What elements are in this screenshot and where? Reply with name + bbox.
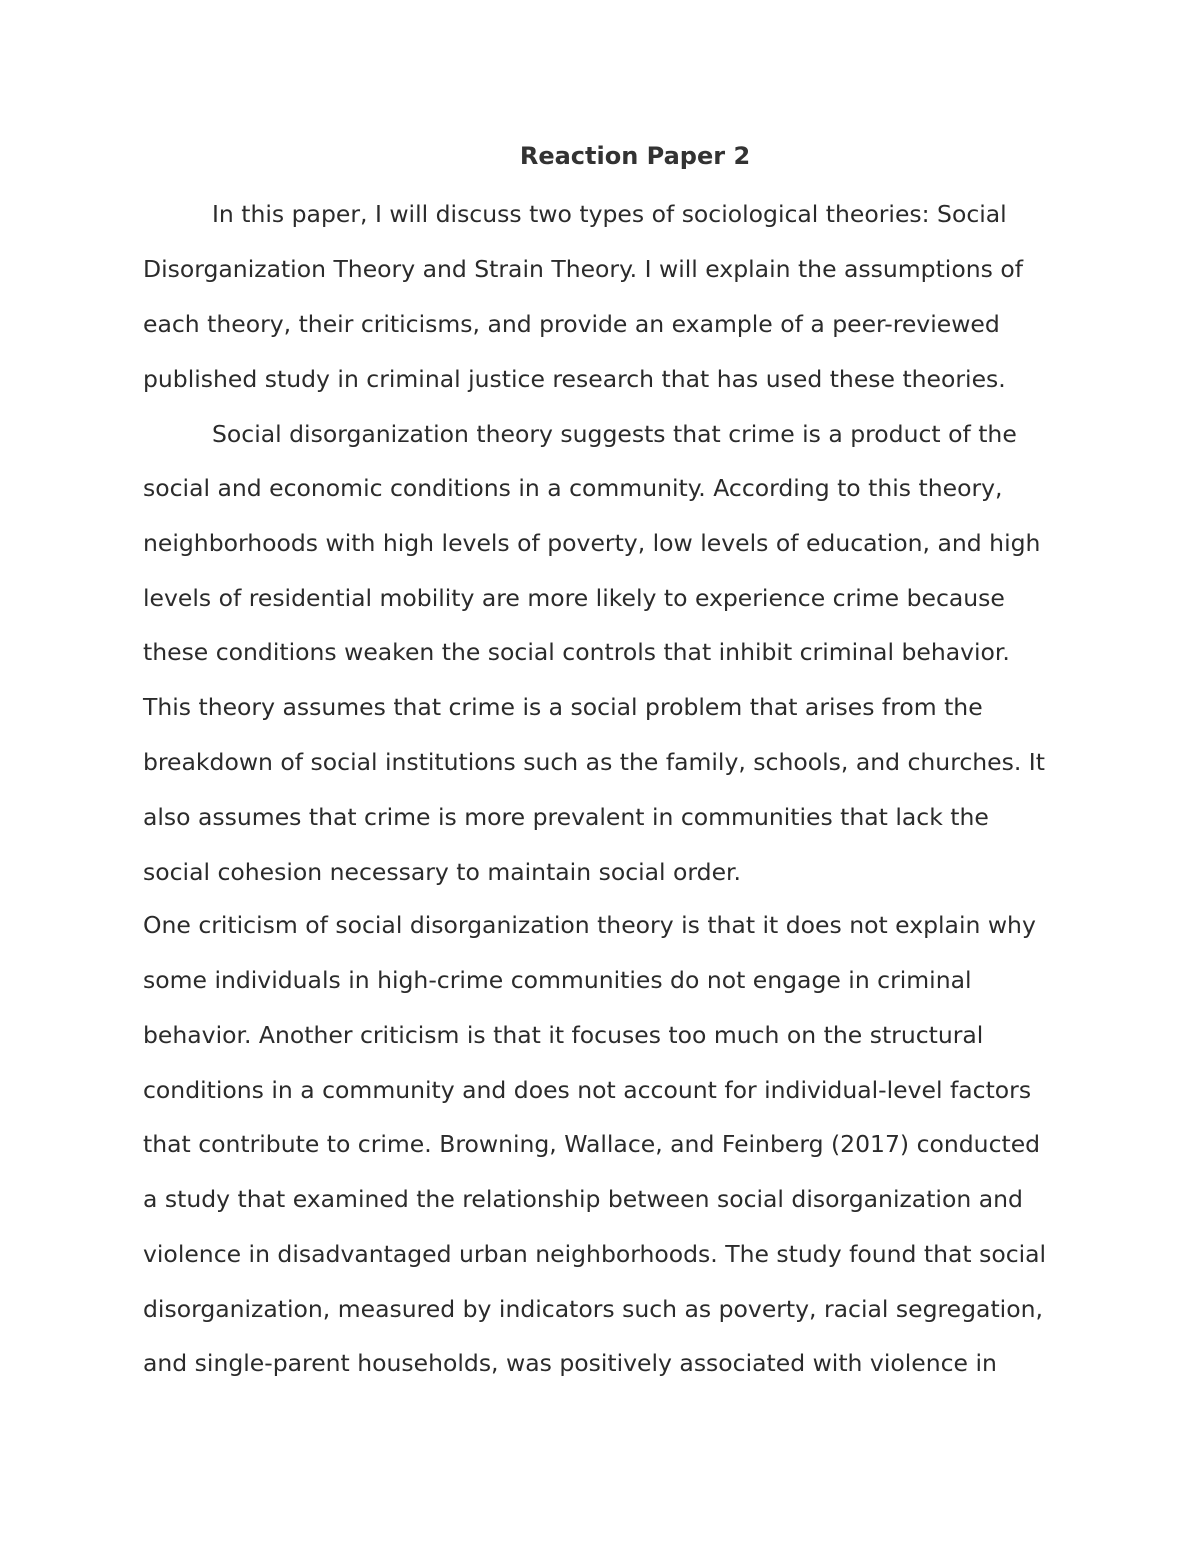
- paragraph-line: behavior. Another criticism is that it focuses too much on the structural: [143, 1021, 984, 1049]
- paragraph-line: published study in criminal justice research that has used these theories.: [143, 365, 1006, 393]
- paragraph-line: Social disorganization theory suggests that crime is a product of the: [212, 420, 1017, 448]
- paragraph-line: Disorganization Theory and Strain Theory. I will explain the assumptions of: [143, 255, 1023, 283]
- paragraph-line: In this paper, I will discuss two types of sociological theories: Social: [212, 200, 1007, 228]
- paragraph-line: disorganization, measured by indicators such as poverty, racial segregation,: [143, 1295, 1043, 1323]
- paragraph-line: conditions in a community and does not account for individual-level factors: [143, 1076, 1032, 1104]
- paragraph-line: also assumes that crime is more prevalent in communities that lack the: [143, 803, 989, 831]
- paragraph-line: levels of residential mobility are more likely to experience crime because: [143, 584, 1005, 612]
- paragraph-line: breakdown of social institutions such as the family, schools, and churches. It: [143, 748, 1045, 776]
- paragraph-line: violence in disadvantaged urban neighborhoods. The study found that social: [143, 1240, 1047, 1268]
- page-title: Reaction Paper 2: [519, 142, 751, 170]
- paragraph-line: that contribute to crime. Browning, Wallace, and Feinberg (2017) conducted: [143, 1130, 1041, 1158]
- paragraph-line: This theory assumes that crime is a social problem that arises from the: [143, 693, 983, 721]
- paragraph-line: and single-parent households, was positively associated with violence in: [143, 1349, 997, 1377]
- paragraph-line: social cohesion necessary to maintain social order.: [143, 858, 742, 886]
- paragraph-line: social and economic conditions in a community. According to this theory,: [143, 474, 1003, 502]
- paragraph-line: each theory, their criticisms, and provide an example of a peer-reviewed: [143, 310, 1000, 338]
- paragraph-line: neighborhoods with high levels of poverty, low levels of education, and high: [143, 529, 1041, 557]
- paragraph-line: some individuals in high-crime communities do not engage in criminal: [143, 966, 972, 994]
- paragraph-line: One criticism of social disorganization theory is that it does not explain why: [143, 911, 1036, 939]
- paragraph-line: these conditions weaken the social controls that inhibit criminal behavior.: [143, 638, 1010, 666]
- paragraph-line: a study that examined the relationship between social disorganization and: [143, 1185, 1023, 1213]
